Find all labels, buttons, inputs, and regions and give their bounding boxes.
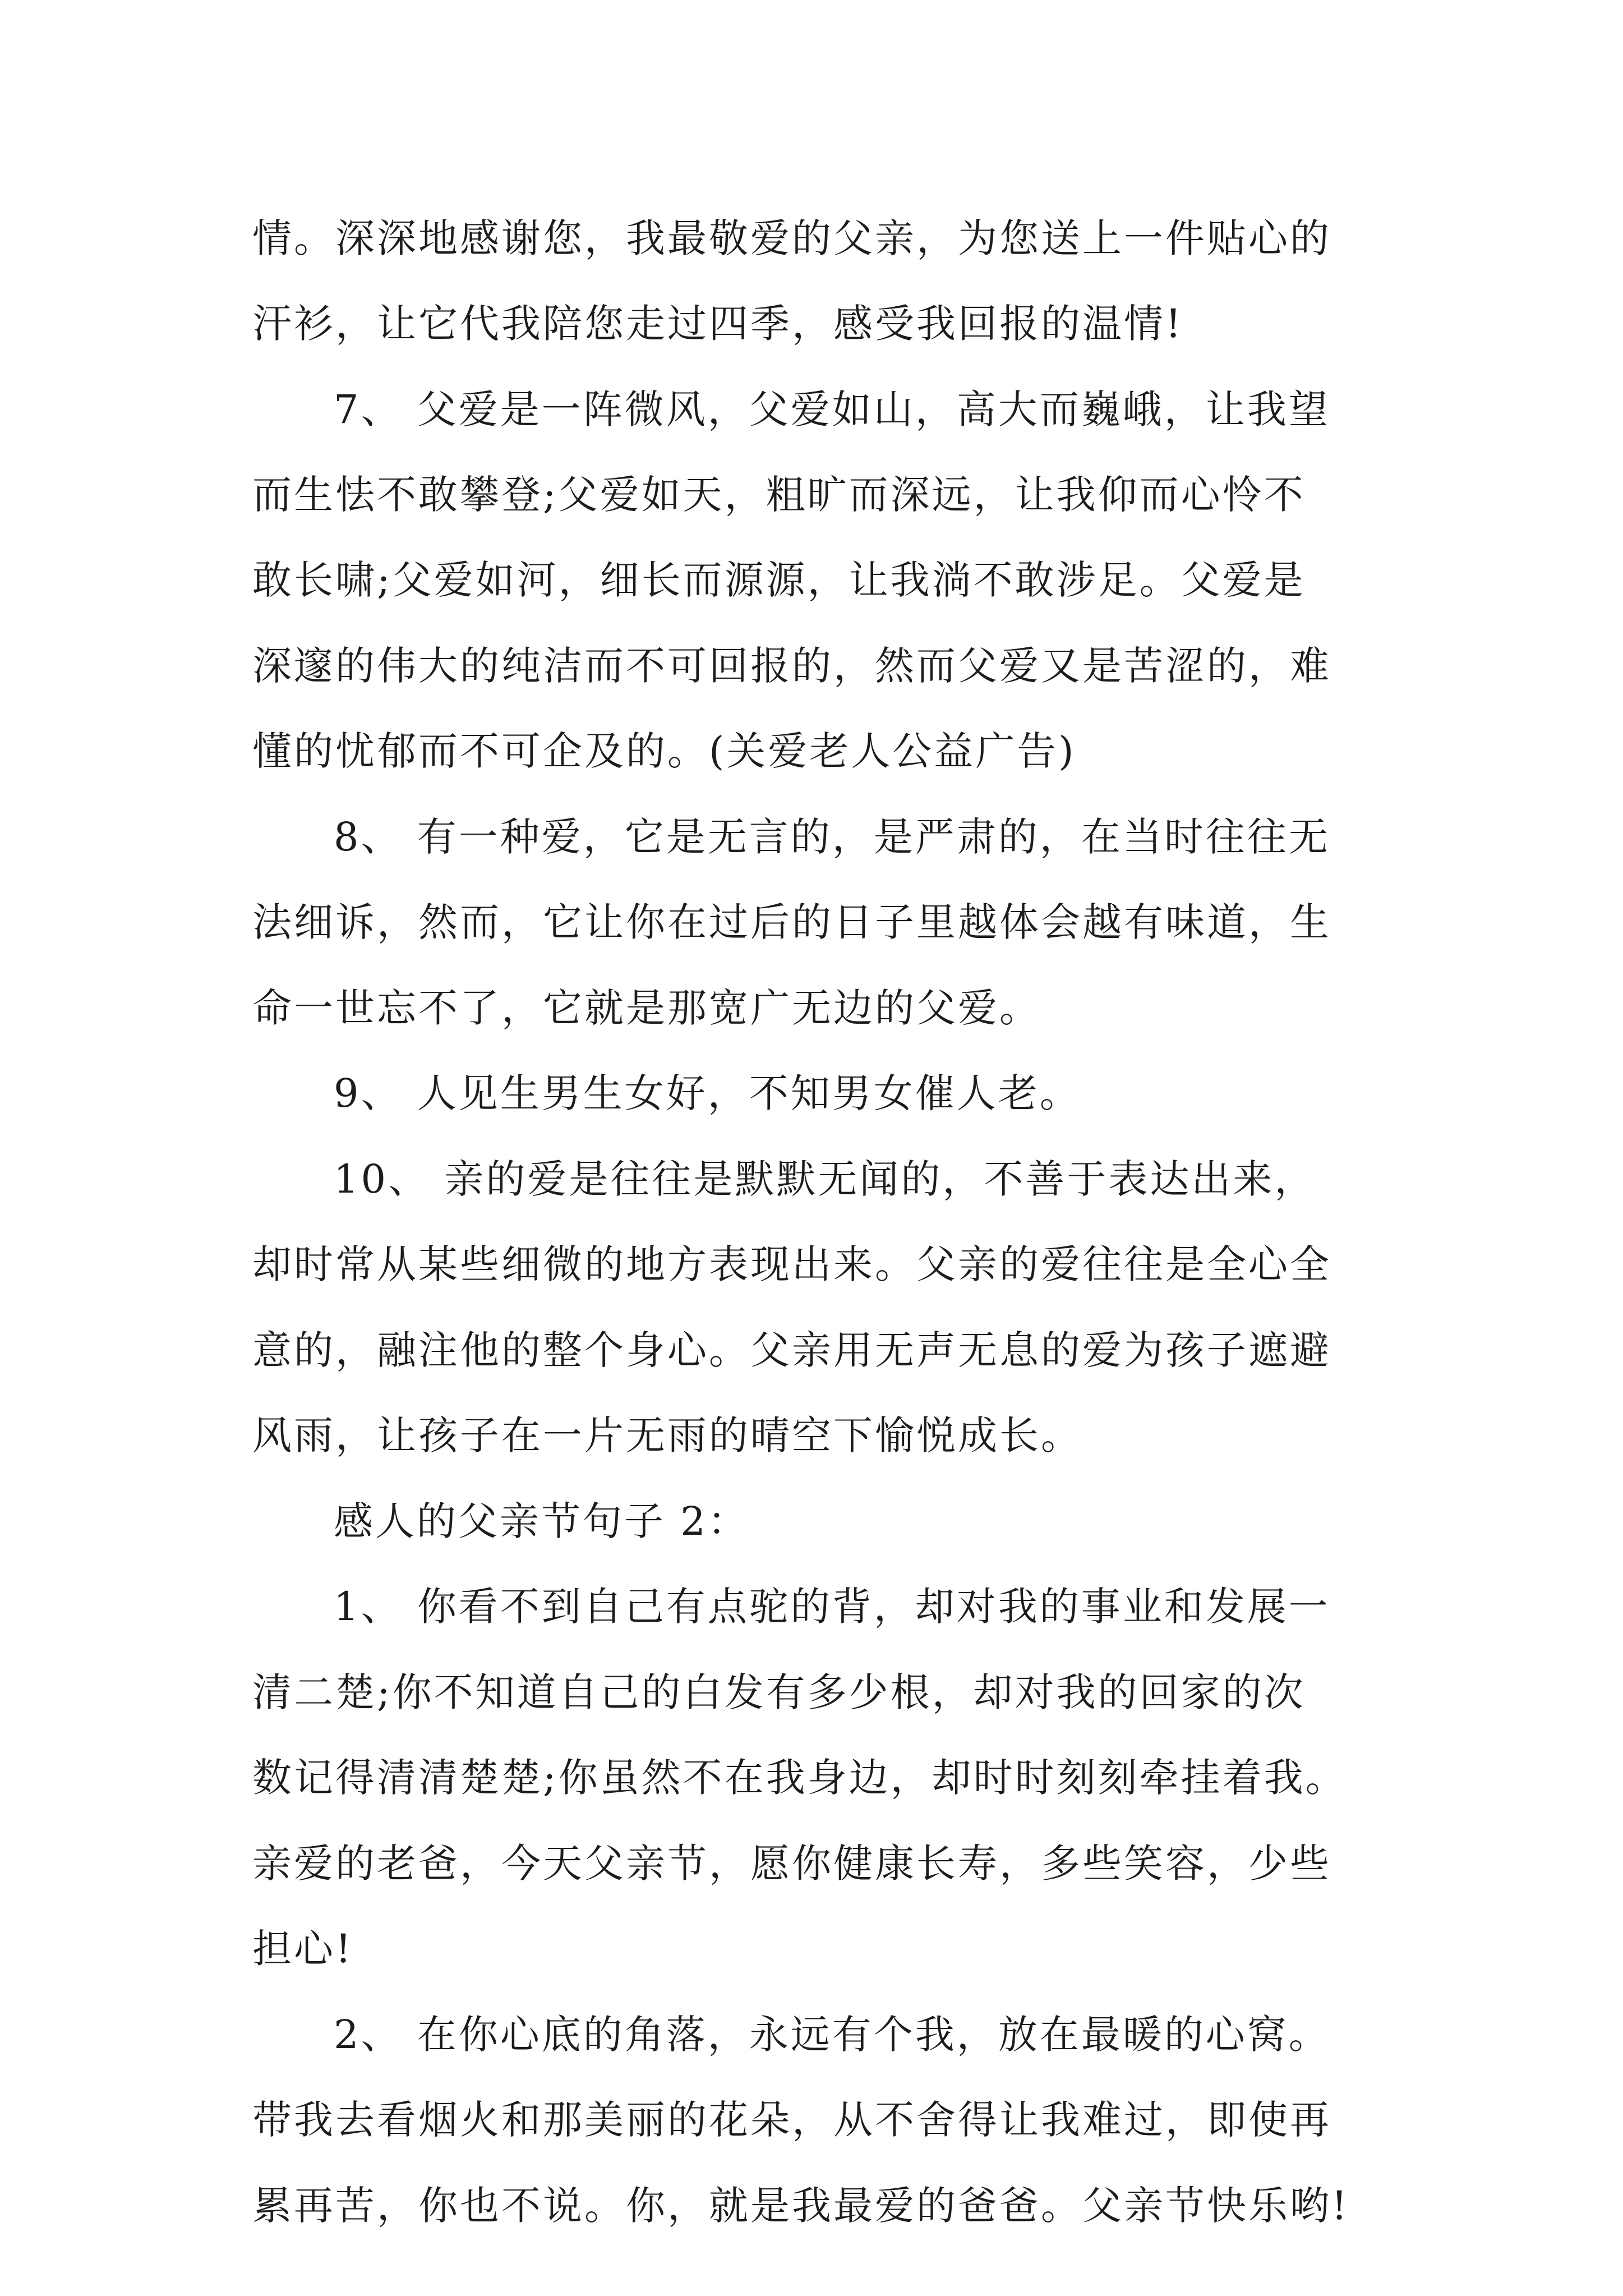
text-line: 却时常从某些细微的地方表现出来。父亲的爱往往是全心全 <box>252 1241 1331 1287</box>
text-line: 数记得清清楚楚;你虽然不在我身边，却时时刻刻牵挂着我。 <box>252 1755 1347 1801</box>
paragraph-10-start: 10、 亲的爱是往往是默默无闻的，不善于表达出来， <box>334 1156 1316 1202</box>
text-line: 命一世忘不了，它就是那宽广无边的父爱。 <box>252 985 1041 1031</box>
paragraph-2-start: 2、 在你心底的角落，永远有个我，放在最暖的心窝。 <box>334 2012 1330 2058</box>
text-line: 汗衫，让它代我陪您走过四季，感受我回报的温情! <box>252 301 1184 347</box>
text-line: 担心! <box>252 1926 354 1972</box>
text-line: 清二楚;你不知道自己的白发有多少根，却对我的回家的次 <box>252 1669 1306 1715</box>
paragraph-8-start: 8、 有一种爱，它是无言的，是严肃的，在当时往往无 <box>334 814 1330 860</box>
text-line: 亲爱的老爸，今天父亲节，愿你健康长寿，多些笑容，少些 <box>252 1841 1331 1887</box>
text-line: 情。深深地感谢您，我最敬爱的父亲，为您送上一件贴心的 <box>252 215 1331 261</box>
paragraph-9: 9、 人见生男生女好，不知男女催人老。 <box>334 1070 1081 1116</box>
text-line: 累再苦，你也不说。你，就是我最爱的爸爸。父亲节快乐哟! <box>252 2183 1350 2229</box>
text-line: 深邃的伟大的纯洁而不可回报的，然而父爱又是苦涩的，难 <box>252 643 1331 689</box>
text-line: 带我去看烟火和那美丽的花朵，从不舍得让我难过，即使再 <box>252 2097 1331 2143</box>
text-line: 风雨，让孩子在一片无雨的晴空下愉悦成长。 <box>252 1412 1082 1458</box>
section-heading: 感人的父亲节句子 2： <box>334 1498 749 1544</box>
paragraph-1-start: 1、 你看不到自己有点驼的背，却对我的事业和发展一 <box>334 1584 1330 1630</box>
text-line: 法细诉，然而，它让你在过后的日子里越体会越有味道，生 <box>252 899 1331 945</box>
paragraph-7-start: 7、 父爱是一阵微风，父爱如山，高大而巍峨，让我望 <box>334 386 1330 432</box>
text-line: 懂的忧郁而不可企及的。(关爱老人公益广告) <box>252 728 1076 774</box>
text-line: 意的，融注他的整个身心。父亲用无声无息的爱为孩子遮避 <box>252 1327 1331 1373</box>
text-line: 而生怯不敢攀登;父爱如天，粗旷而深远，让我仰而心怜不 <box>252 472 1306 518</box>
text-line: 敢长啸;父爱如河，细长而源源，让我淌不敢涉足。父爱是 <box>252 557 1306 603</box>
